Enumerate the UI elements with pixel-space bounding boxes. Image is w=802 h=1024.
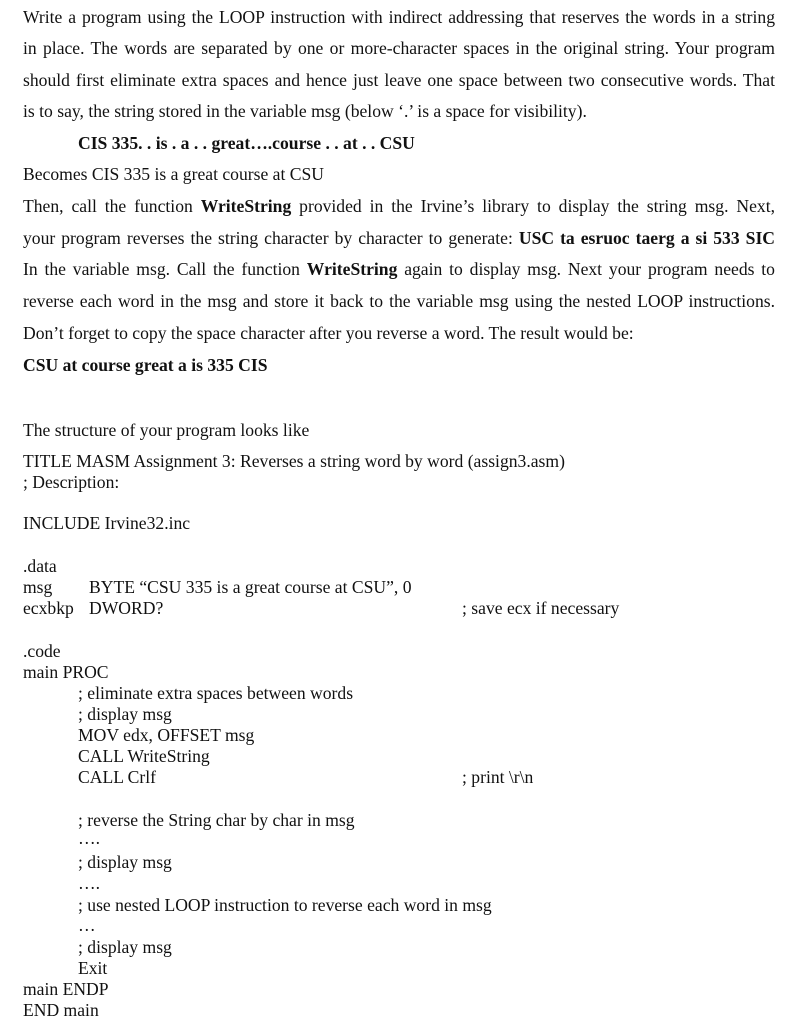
nested-loop-line: reverse each word in the msg and store it back to the variable msg using the nested LOOP instructions.: [23, 291, 775, 311]
end-main-line: END main: [23, 1000, 99, 1020]
copy-space-line: Don’t forget to copy the space character after you reverse a word. The result would be:: [23, 323, 634, 343]
writestring-term: WriteString: [200, 196, 292, 216]
code-line-call-crlf: CALL Crlf: [78, 767, 157, 787]
code-line-display-1: ; display msg: [78, 704, 172, 724]
result-example: CSU at course great a is 335 CIS: [23, 355, 268, 375]
code-line-display-3: ; display msg: [78, 937, 172, 957]
text-run: Then, call the function: [23, 196, 201, 216]
reversed-string-example: USC ta esruoc taerg a si 533 SIC: [518, 228, 776, 248]
text-run: your program reverses the string character by character to generate:: [23, 228, 519, 248]
code-title-line: TITLE MASM Assignment 3: Reverses a string word by word (assign3.asm): [23, 451, 565, 471]
code-line-nested-loop: ; use nested LOOP instruction to reverse each word in msg: [78, 895, 492, 915]
ecxbkp-definition: DWORD?: [89, 598, 164, 618]
text-run: provided in the Irvine’s library to display the string msg. Next,: [291, 196, 775, 216]
msg-label: msg: [23, 577, 53, 597]
becomes-line: Becomes CIS 335 is a great course at CSU: [23, 164, 324, 184]
code-line-ellipsis-2: ….: [78, 873, 100, 893]
code-description-line: ; Description:: [23, 472, 120, 492]
call-again-line: [23, 259, 775, 280]
call-writestring-line: [23, 196, 775, 217]
writestring-term: WriteString: [306, 259, 398, 279]
text-run: In the variable msg. Call the function: [23, 259, 307, 279]
code-line-call-writestring: CALL WriteString: [78, 746, 210, 766]
msg-definition: BYTE “CSU 335 is a great course at CSU”, 0: [89, 577, 412, 597]
code-directive: .code: [23, 641, 61, 661]
code-line-ellipsis-1: ….: [78, 828, 100, 848]
code-line-reverse-chars: ; reverse the String char by char in msg: [78, 810, 355, 830]
text-run: again to display msg. Next your program needs to: [397, 259, 775, 279]
intro-line-3: should first eliminate extra spaces and hence just leave one space between two consecutive words. That: [23, 70, 775, 90]
spaced-string-example: CIS 335. . is . a . . great….course . . at . . CSU: [78, 133, 415, 153]
ecxbkp-comment: ; save ecx if necessary: [462, 598, 620, 618]
code-line-exit: Exit: [78, 958, 108, 978]
code-line-ellipsis-3: …: [78, 915, 96, 935]
reverse-chars-line: [23, 228, 775, 249]
code-line-display-2: ; display msg: [78, 852, 172, 872]
code-line-mov: MOV edx, OFFSET msg: [78, 725, 255, 745]
data-directive: .data: [23, 556, 57, 576]
intro-line-2: in place. The words are separated by one or more-character spaces in the original string. Your program: [23, 38, 775, 58]
structure-intro: The structure of your program looks like: [23, 420, 310, 440]
crlf-comment: ; print \r\n: [462, 767, 534, 787]
intro-line-4: is to say, the string stored in the variable msg (below ‘.’ is a space for visibility).: [23, 101, 587, 121]
ecxbkp-label: ecxbkp: [23, 598, 74, 618]
intro-line-1: Write a program using the LOOP instruction with indirect addressing that reserves the words in a string: [23, 7, 775, 27]
code-line-eliminate: ; eliminate extra spaces between words: [78, 683, 354, 703]
main-proc-line: main PROC: [23, 662, 109, 682]
code-include-line: INCLUDE Irvine32.inc: [23, 513, 191, 533]
main-endp-line: main ENDP: [23, 979, 109, 999]
